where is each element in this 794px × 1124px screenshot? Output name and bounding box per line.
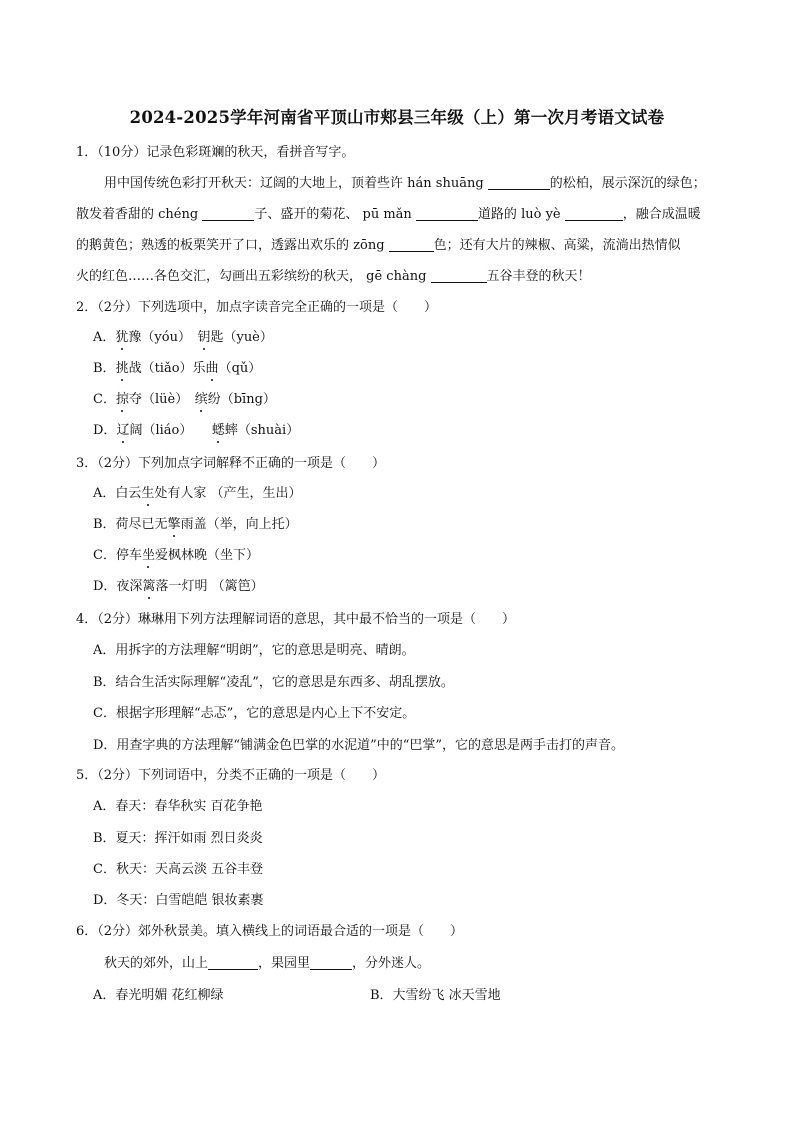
pinyin-han-shuang: hán shuāng (407, 176, 484, 191)
question-6-sentence: 秋天的郊外，山上 ，果园里 ，分外迷人。 (104, 956, 431, 971)
question-6-option-b[interactable]: B．大雪纷飞 冰天雪地 (370, 988, 501, 1003)
answer-blank-1[interactable] (488, 175, 550, 190)
pinyin-cheng: chéng (158, 207, 199, 222)
question-1-line-4: 火的红色……各色交汇，勾画出五彩缤纷的秋天， gē chàng 五谷丰登的秋天！ (76, 269, 591, 284)
question-5-option-d[interactable]: D．冬天：白雪皑皑 银妆素裹 (93, 893, 264, 908)
question-3-option-c[interactable]: C．停车坐爱枫林晚（坐下） (93, 548, 259, 563)
question-1-heading: 1．（10分）记录色彩斑斓的秋天，看拼音写字。 (76, 145, 355, 160)
answer-blank-5[interactable] (389, 237, 434, 252)
question-3-heading: 3．（2分）下列加点字词解释不正确的一项是（ ） (76, 456, 386, 471)
question-4-option-b[interactable]: B．结合生活实际理解“凌乱”，它的意思是东西多、胡乱摆放。 (93, 675, 454, 690)
question-5-option-a[interactable]: A．春天：春华秋实 百花争艳 (93, 799, 263, 814)
exam-title: 2024-2025学年河南省平顶山市郏县三年级（上）第一次月考语文试卷 (129, 108, 665, 127)
pinyin-zong: zōng (353, 238, 385, 253)
question-4-heading: 4．（2分）琳琳用下列方法理解词语的意思，其中最不恰当的一项是（ ） (76, 612, 516, 627)
question-2-option-d[interactable]: D．辽阔（liáo） 蟋蟀（shuài） (93, 423, 300, 438)
question-2-option-c[interactable]: C．掠夺（lüè） 缤纷（bīng） (93, 392, 276, 407)
pinyin-pu-man: pū mǎn (362, 207, 412, 222)
question-4-option-a[interactable]: A．用拆字的方法理解“明朗”，它的意思是明亮、晴朗。 (93, 643, 415, 658)
answer-blank-orchard[interactable] (310, 955, 352, 970)
question-6-option-a[interactable]: A．春光明媚 花红柳绿 (93, 988, 224, 1003)
pinyin-ge-chang: gē chàng (366, 269, 427, 284)
question-2-heading: 2．（2分）下列选项中，加点字读音完全正确的一项是（ ） (76, 300, 438, 315)
question-1-line-3: 的鹅黄色；熟透的板栗笑开了口，透露出欢乐的 zōng 色；还有大片的辣椒、高粱，流淌出热情似 (76, 238, 681, 253)
answer-blank-3[interactable] (416, 206, 478, 221)
question-3-option-d[interactable]: D．夜深篱落一灯明 （篱笆） (93, 579, 264, 594)
question-6-heading: 6．（2分）郊外秋景美。填入横线上的词语最合适的一项是（ ） (76, 924, 464, 939)
answer-blank-4[interactable] (565, 206, 623, 221)
answer-blank-6[interactable] (431, 268, 487, 283)
question-1-line-2: 散发着香甜的 chéng 子、盛开的菊花、 pū mǎn 道路的 luò yè ，融合成温暖 (76, 207, 701, 222)
answer-blank-mountain[interactable] (208, 955, 258, 970)
question-4-option-c[interactable]: C．根据字形理解“忐忑”，它的意思是内心上下不安定。 (93, 706, 416, 721)
question-5-option-c[interactable]: C．秋天：天高云淡 五谷丰登 (93, 862, 264, 877)
question-2-option-b[interactable]: B．挑战（tiǎo）乐曲（qǔ） (93, 361, 262, 376)
question-5-heading: 5．（2分）下列词语中，分类不正确的一项是（ ） (76, 768, 386, 783)
question-3-option-b[interactable]: B．荷尽已无擎雨盖（举，向上托） (93, 517, 298, 532)
question-3-option-a[interactable]: A．白云生处有人家 （产生，生出） (93, 486, 302, 501)
pinyin-luo-ye: luò yè (521, 207, 561, 222)
question-5-option-b[interactable]: B．夏天：挥汗如雨 烈日炎炎 (93, 831, 263, 846)
question-2-option-a[interactable]: A．犹豫（yóu） 钥匙（yuè） (93, 330, 273, 345)
question-1-line-1: 用中国传统色彩打开秋天：辽阔的大地上，顶着些许 hán shuāng 的松柏，展示深沉的绿色； (104, 176, 706, 191)
answer-blank-2[interactable] (202, 206, 254, 221)
question-4-option-d[interactable]: D．用查字典的方法理解“铺满金色巴掌的水泥道”中的“巴掌”，它的意思是两手击打的声音。 (93, 738, 625, 753)
